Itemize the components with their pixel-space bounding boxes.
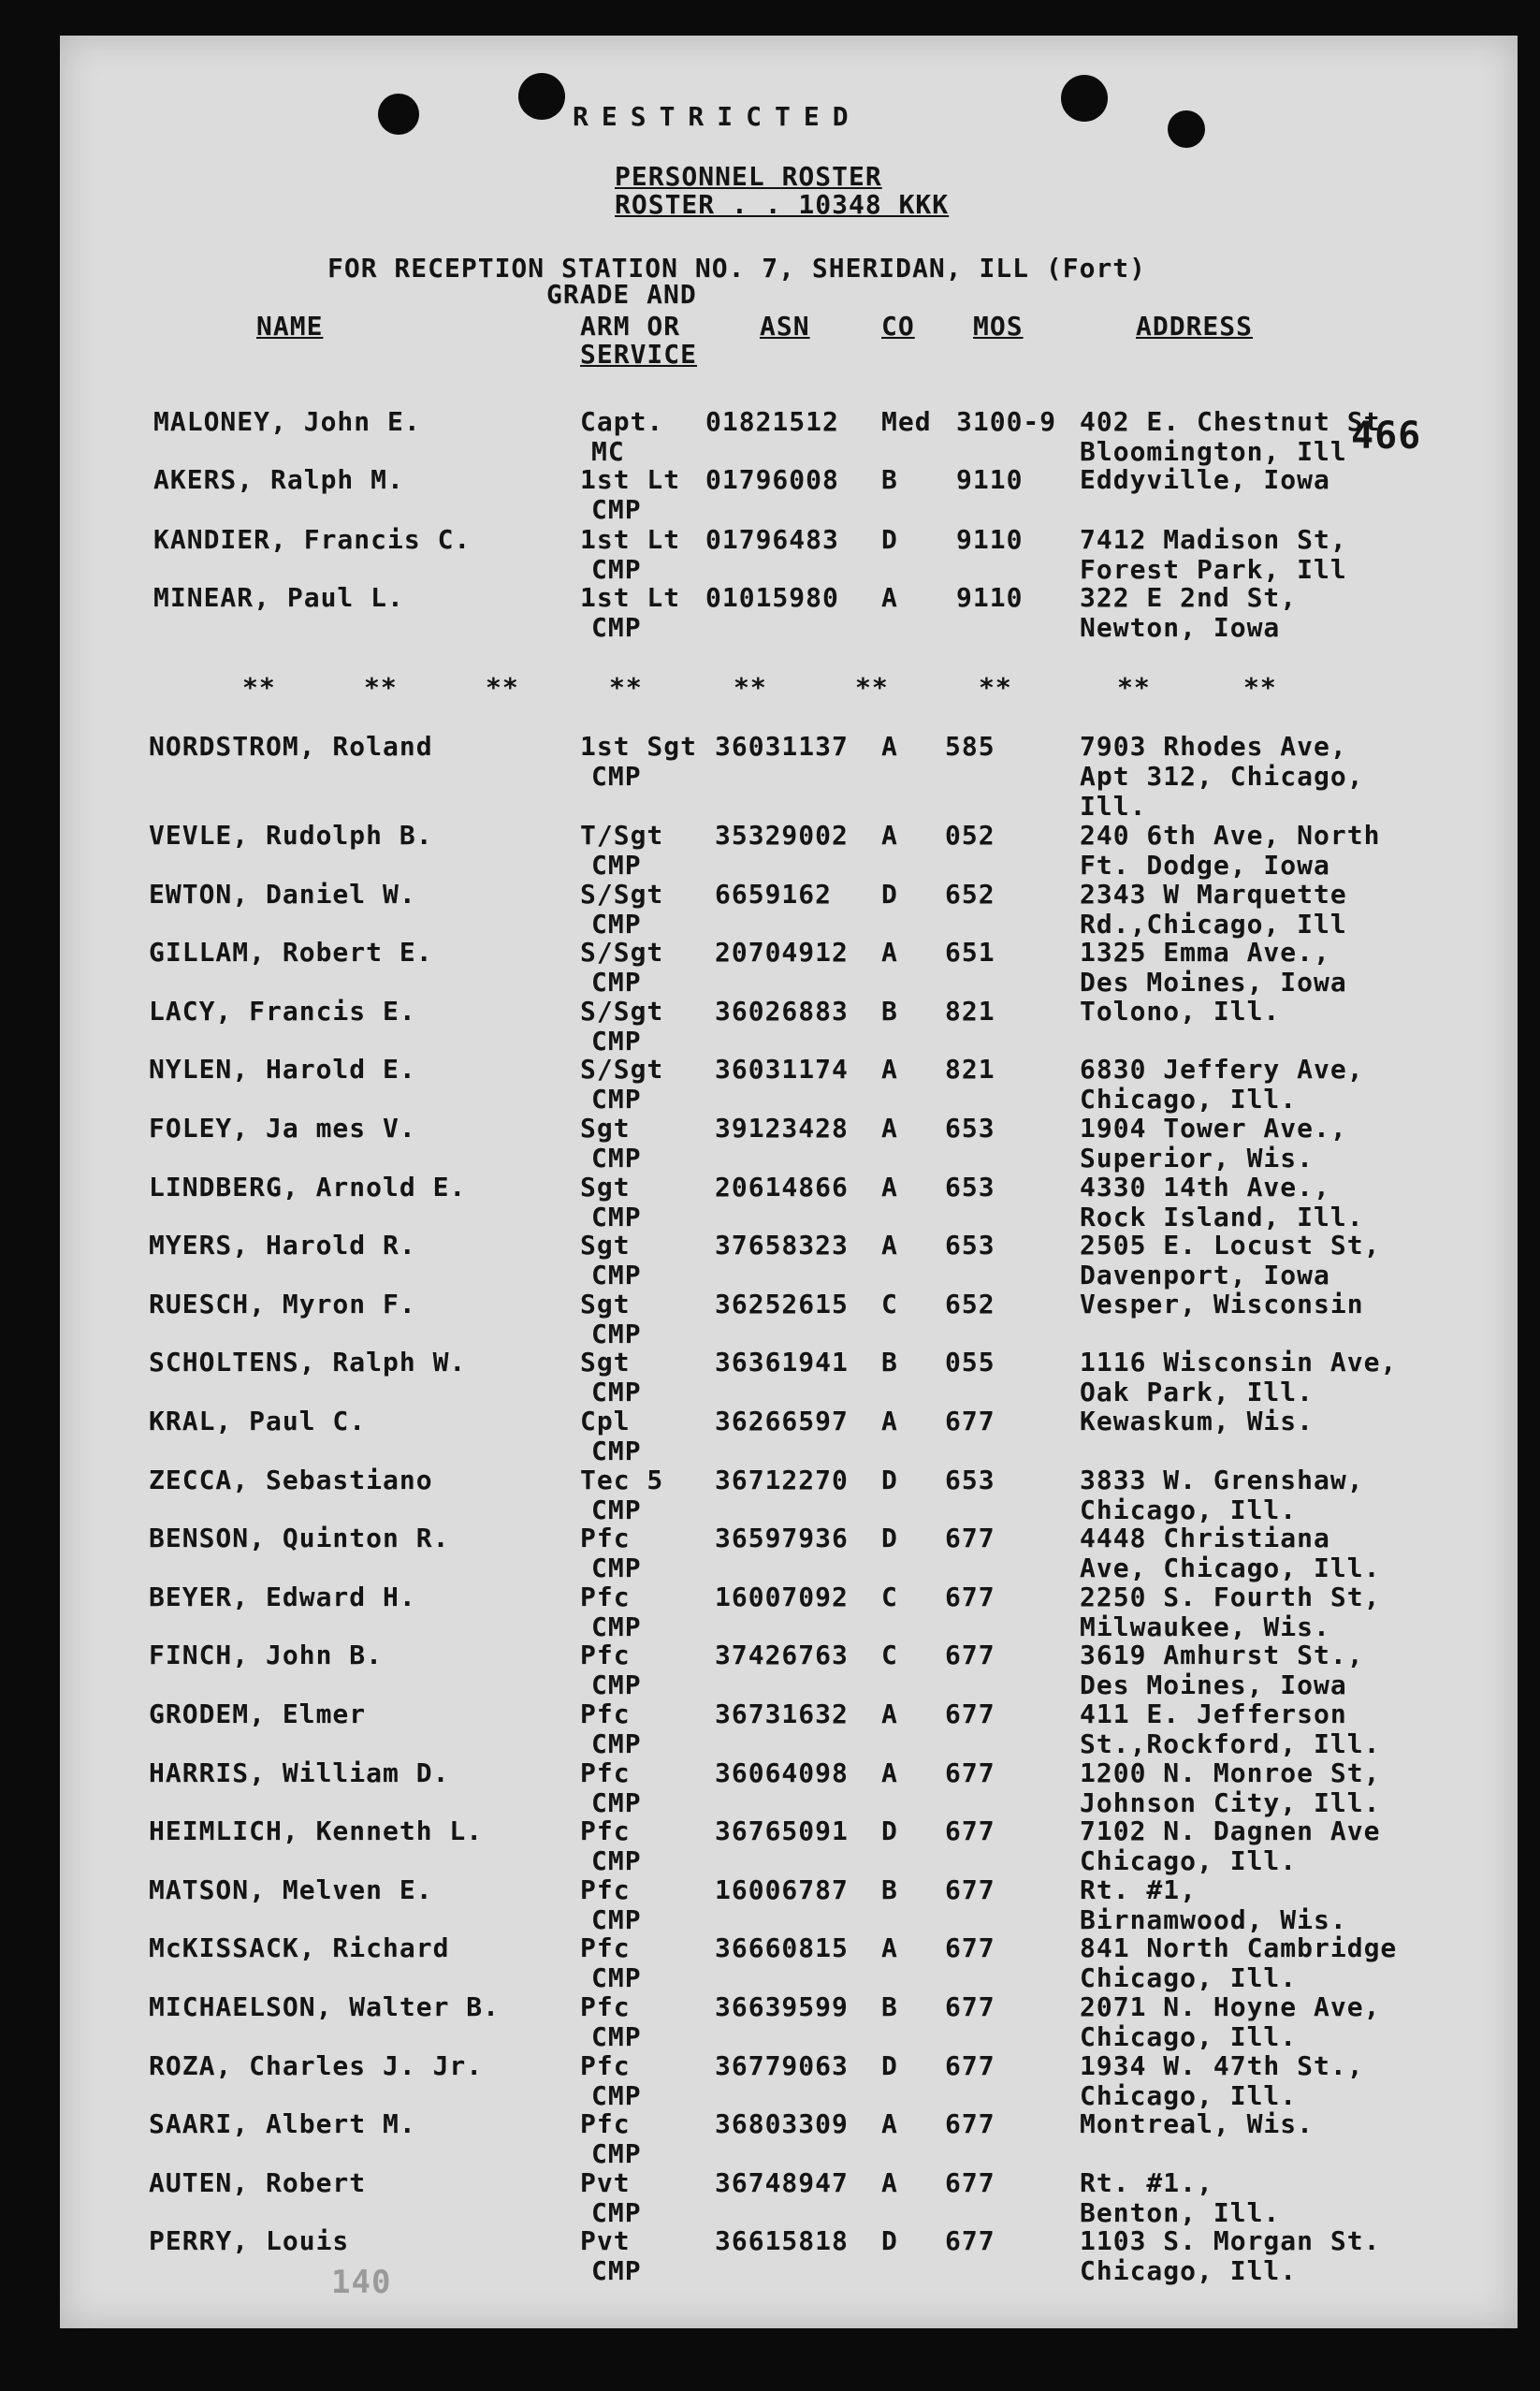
asn-cell: 36731632 bbox=[715, 1698, 849, 1729]
asn-cell: 37658323 bbox=[715, 1230, 849, 1261]
arm-cell: CMP bbox=[591, 1728, 642, 1759]
co-cell: A bbox=[881, 1230, 898, 1261]
grade-cell: Sgt bbox=[580, 1347, 631, 1378]
arm-cell: CMP bbox=[591, 1904, 642, 1935]
asn-cell: 36361941 bbox=[715, 1347, 849, 1378]
co-cell: A bbox=[881, 1113, 898, 1144]
address-line1: 1325 Emma Ave., bbox=[1080, 937, 1330, 968]
mos-cell: 055 bbox=[945, 1347, 995, 1378]
arm-cell: CMP bbox=[591, 761, 642, 792]
asn-cell: 36031137 bbox=[715, 731, 849, 762]
address-line2: Benton, Ill. bbox=[1080, 2197, 1281, 2228]
asn-cell: 20614866 bbox=[715, 1172, 849, 1203]
mos-cell: 652 bbox=[945, 1289, 995, 1319]
page-number-stamp: 466 bbox=[1351, 415, 1422, 458]
address-line1: 7412 Madison St, bbox=[1080, 524, 1347, 555]
classification-label: RESTRICTED bbox=[573, 101, 862, 132]
address-line1: Kewaskum, Wis. bbox=[1080, 1406, 1315, 1436]
arm-cell: CMP bbox=[591, 1319, 642, 1349]
arm-cell: CMP bbox=[591, 1202, 642, 1232]
punch-hole-right bbox=[1061, 75, 1108, 122]
address-line1: Rt. #1, bbox=[1080, 1874, 1198, 1905]
name-cell: FINCH, John B. bbox=[149, 1640, 384, 1670]
table-row bbox=[60, 2169, 1518, 2227]
address-line2: Milwaukee, Wis. bbox=[1080, 1611, 1330, 1642]
name-cell: GILLAM, Robert E. bbox=[149, 937, 433, 968]
name-cell: HARRIS, William D. bbox=[149, 1757, 450, 1788]
table-row bbox=[60, 466, 1518, 524]
co-cell: A bbox=[881, 1406, 898, 1436]
footer-mark: 140 bbox=[331, 2264, 392, 2301]
address-line1: Eddyville, Iowa bbox=[1080, 464, 1330, 495]
grade-cell: Sgt bbox=[580, 1172, 631, 1203]
roster-title: PERSONNEL ROSTER bbox=[615, 161, 882, 192]
mos-cell: 677 bbox=[945, 2108, 995, 2139]
address-line2: Chicago, Ill. bbox=[1080, 2080, 1298, 2111]
co-cell: D bbox=[881, 1523, 898, 1553]
table-row bbox=[60, 1407, 1518, 1465]
address-line1: Vesper, Wisconsin bbox=[1080, 1289, 1364, 1319]
grade-cell: Pfc bbox=[580, 1874, 631, 1905]
address-line1: 322 E 2nd St, bbox=[1080, 582, 1298, 613]
address-line2: Chicago, Ill. bbox=[1080, 2255, 1298, 2286]
address-line2: Oak Park, Ill. bbox=[1080, 1377, 1315, 1407]
address-line2: Chicago, Ill. bbox=[1080, 1494, 1298, 1525]
name-cell: BENSON, Quinton R. bbox=[149, 1523, 450, 1553]
mos-cell: 677 bbox=[945, 1406, 995, 1436]
arm-cell: CMP bbox=[591, 554, 642, 585]
name-cell: McKISSACK, Richard bbox=[149, 1932, 450, 1963]
mos-cell: 653 bbox=[945, 1113, 995, 1144]
address-line3: Ill. bbox=[1080, 791, 1147, 822]
arm-cell: CMP bbox=[591, 1084, 642, 1115]
asn-cell: 36615818 bbox=[715, 2225, 849, 2256]
table-row bbox=[60, 1349, 1518, 1407]
mos-cell: 677 bbox=[945, 1932, 995, 1963]
mos-cell: 677 bbox=[945, 1582, 995, 1612]
table-row bbox=[60, 2052, 1518, 2110]
arm-cell: CMP bbox=[591, 967, 642, 998]
grade-cell: Pfc bbox=[580, 1640, 631, 1670]
mos-cell: 677 bbox=[945, 2225, 995, 2256]
address-line1: Rt. #1., bbox=[1080, 2167, 1213, 2198]
asn-cell: 01821512 bbox=[705, 406, 839, 437]
co-cell: A bbox=[881, 731, 898, 762]
mos-cell: 677 bbox=[945, 2167, 995, 2198]
arm-cell: CMP bbox=[591, 494, 642, 525]
name-cell: MATSON, Melven E. bbox=[149, 1874, 433, 1905]
table-row bbox=[60, 1700, 1518, 1758]
name-cell: ZECCA, Sebastiano bbox=[149, 1465, 433, 1495]
mos-cell: 677 bbox=[945, 1991, 995, 2022]
address-line2: St.,Rockford, Ill. bbox=[1080, 1728, 1381, 1759]
arm-cell: CMP bbox=[591, 1377, 642, 1407]
mos-cell: 677 bbox=[945, 1815, 995, 1846]
address-line2: Chicago, Ill. bbox=[1080, 1845, 1298, 1876]
co-cell: Med bbox=[881, 406, 932, 437]
address-line1: 240 6th Ave, North bbox=[1080, 820, 1381, 851]
mos-cell: 677 bbox=[945, 1757, 995, 1788]
address-line1: 1904 Tower Ave., bbox=[1080, 1113, 1347, 1144]
column-header-grade-line3: SERVICE bbox=[580, 339, 698, 370]
address-line2: Bloomington, Ill bbox=[1080, 436, 1347, 467]
address-line1: 411 E. Jefferson bbox=[1080, 1698, 1347, 1729]
mos-cell: 652 bbox=[945, 879, 995, 910]
name-cell: NORDSTROM, Roland bbox=[149, 731, 433, 762]
asn-cell: 36031174 bbox=[715, 1054, 849, 1085]
mos-cell: 677 bbox=[945, 1523, 995, 1553]
arm-cell: CMP bbox=[591, 2080, 642, 2111]
address-line1: 4448 Christiana bbox=[1080, 1523, 1330, 1553]
mos-cell: 677 bbox=[945, 1698, 995, 1729]
name-cell: MYERS, Harold R. bbox=[149, 1230, 416, 1261]
co-cell: A bbox=[881, 1932, 898, 1963]
co-cell: B bbox=[881, 1347, 898, 1378]
address-line2: Rock Island, Ill. bbox=[1080, 1202, 1364, 1232]
address-line1: 1103 S. Morgan St. bbox=[1080, 2225, 1381, 2256]
table-row bbox=[60, 1641, 1518, 1699]
asn-cell: 37426763 bbox=[715, 1640, 849, 1670]
mos-cell: 3100-9 bbox=[956, 406, 1057, 437]
name-cell: RUESCH, Myron F. bbox=[149, 1289, 416, 1319]
co-cell: A bbox=[881, 1698, 898, 1729]
punch-hole-left bbox=[378, 94, 419, 135]
arm-cell: CMP bbox=[591, 1845, 642, 1876]
co-cell: B bbox=[881, 464, 898, 495]
table-row bbox=[60, 1466, 1518, 1524]
grade-cell: Tec 5 bbox=[580, 1465, 664, 1495]
asn-cell: 20704912 bbox=[715, 937, 849, 968]
arm-cell: CMP bbox=[591, 909, 642, 940]
grade-cell: S/Sgt bbox=[580, 1054, 664, 1085]
mos-cell: 651 bbox=[945, 937, 995, 968]
table-row bbox=[60, 1759, 1518, 1817]
arm-cell: CMP bbox=[591, 1669, 642, 1700]
address-line2: Birnamwood, Wis. bbox=[1080, 1904, 1347, 1935]
co-cell: A bbox=[881, 2108, 898, 2139]
asterisk-separator: ** bbox=[734, 672, 767, 703]
mos-cell: 653 bbox=[945, 1465, 995, 1495]
grade-cell: Pfc bbox=[580, 1757, 631, 1788]
column-header-asn: ASN bbox=[760, 311, 810, 342]
address-line2: Forest Park, Ill bbox=[1080, 554, 1347, 585]
asn-cell: 36748947 bbox=[715, 2167, 849, 2198]
name-cell: ROZA, Charles J. Jr. bbox=[149, 2050, 484, 2081]
table-row bbox=[60, 998, 1518, 1056]
mos-cell: 9110 bbox=[956, 464, 1024, 495]
asn-cell: 6659162 bbox=[715, 879, 833, 910]
address-line2: Ave, Chicago, Ill. bbox=[1080, 1553, 1381, 1583]
co-cell: A bbox=[881, 582, 898, 613]
address-line2: Des Moines, Iowa bbox=[1080, 1669, 1347, 1700]
address-line1: 3833 W. Grenshaw, bbox=[1080, 1465, 1364, 1495]
mos-cell: 677 bbox=[945, 1874, 995, 1905]
address-line2: Ft. Dodge, Iowa bbox=[1080, 850, 1330, 881]
grade-cell: 1st Lt bbox=[580, 464, 681, 495]
arm-cell: CMP bbox=[591, 1260, 642, 1290]
table-row bbox=[60, 1993, 1518, 2051]
co-cell: B bbox=[881, 1991, 898, 2022]
co-cell: B bbox=[881, 1874, 898, 1905]
asn-cell: 36712270 bbox=[715, 1465, 849, 1495]
grade-cell: Pfc bbox=[580, 1932, 631, 1963]
co-cell: C bbox=[881, 1640, 898, 1670]
table-row bbox=[60, 881, 1518, 939]
asn-cell: 36660815 bbox=[715, 1932, 849, 1963]
address-line1: 2505 E. Locust St, bbox=[1080, 1230, 1381, 1261]
arm-cell: CMP bbox=[591, 1553, 642, 1583]
table-row bbox=[60, 1817, 1518, 1875]
address-line1: Montreal, Wis. bbox=[1080, 2108, 1315, 2139]
address-line1: 1934 W. 47th St., bbox=[1080, 2050, 1364, 2081]
name-cell: SAARI, Albert M. bbox=[149, 2108, 416, 2139]
mos-cell: 9110 bbox=[956, 582, 1024, 613]
address-line2: Superior, Wis. bbox=[1080, 1143, 1315, 1174]
grade-cell: T/Sgt bbox=[580, 820, 664, 851]
arm-cell: CMP bbox=[591, 1611, 642, 1642]
name-cell: LACY, Francis E. bbox=[149, 996, 416, 1027]
asterisk-separator: ** bbox=[364, 672, 398, 703]
table-row bbox=[60, 939, 1518, 997]
arm-cell: CMP bbox=[591, 1494, 642, 1525]
asn-cell: 36266597 bbox=[715, 1406, 849, 1436]
asn-cell: 16006787 bbox=[715, 1874, 849, 1905]
address-line2: Apt 312, Chicago, bbox=[1080, 761, 1364, 792]
co-cell: A bbox=[881, 1757, 898, 1788]
arm-cell: CMP bbox=[591, 2255, 642, 2286]
column-header-name: NAME bbox=[256, 311, 324, 342]
grade-cell: Pfc bbox=[580, 1991, 631, 2022]
asterisk-separator: ** bbox=[1117, 672, 1151, 703]
asn-cell: 36026883 bbox=[715, 996, 849, 1027]
mos-cell: 677 bbox=[945, 2050, 995, 2081]
table-row bbox=[60, 1583, 1518, 1641]
address-line2: Chicago, Ill. bbox=[1080, 2021, 1298, 2052]
co-cell: A bbox=[881, 937, 898, 968]
mos-cell: 677 bbox=[945, 1640, 995, 1670]
asn-cell: 36639599 bbox=[715, 1991, 849, 2022]
table-row bbox=[60, 526, 1518, 584]
mos-cell: 585 bbox=[945, 731, 995, 762]
name-cell: SCHOLTENS, Ralph W. bbox=[149, 1347, 467, 1378]
co-cell: B bbox=[881, 996, 898, 1027]
address-line1: 6830 Jeffery Ave, bbox=[1080, 1054, 1364, 1085]
mos-cell: 9110 bbox=[956, 524, 1024, 555]
asn-cell: 36803309 bbox=[715, 2108, 849, 2139]
asn-cell: 36064098 bbox=[715, 1757, 849, 1788]
mos-cell: 653 bbox=[945, 1172, 995, 1203]
table-row bbox=[60, 2227, 1518, 2285]
arm-cell: CMP bbox=[591, 2021, 642, 2052]
mos-cell: 052 bbox=[945, 820, 995, 851]
asterisk-separator: ** bbox=[979, 672, 1012, 703]
arm-cell: MC bbox=[591, 436, 625, 467]
address-line2: Chicago, Ill. bbox=[1080, 1084, 1298, 1115]
mos-cell: 653 bbox=[945, 1230, 995, 1261]
address-line1: 2071 N. Hoyne Ave, bbox=[1080, 1991, 1381, 2022]
grade-cell: Pfc bbox=[580, 2108, 631, 2139]
grade-cell: Pfc bbox=[580, 2050, 631, 2081]
table-row bbox=[60, 1876, 1518, 1934]
co-cell: A bbox=[881, 2167, 898, 2198]
address-line1: 1116 Wisconsin Ave, bbox=[1080, 1347, 1398, 1378]
table-row bbox=[60, 1174, 1518, 1232]
column-header-grade-line2: ARM OR bbox=[580, 311, 681, 342]
table-row bbox=[60, 731, 1518, 822]
address-line1: Tolono, Ill. bbox=[1080, 996, 1281, 1027]
grade-cell: S/Sgt bbox=[580, 937, 664, 968]
roster-page bbox=[60, 36, 1518, 2328]
punch-hole-center bbox=[518, 73, 565, 120]
name-cell: NYLEN, Harold E. bbox=[149, 1054, 416, 1085]
mos-cell: 821 bbox=[945, 996, 995, 1027]
asn-cell: 36597936 bbox=[715, 1523, 849, 1553]
table-row bbox=[60, 1232, 1518, 1290]
arm-cell: CMP bbox=[591, 1026, 642, 1057]
grade-cell: Pfc bbox=[580, 1698, 631, 1729]
grade-cell: Pvt bbox=[580, 2225, 631, 2256]
co-cell: D bbox=[881, 524, 898, 555]
co-cell: D bbox=[881, 1465, 898, 1495]
column-header-mos: MOS bbox=[973, 311, 1024, 342]
table-row bbox=[60, 1290, 1518, 1349]
asn-cell: 01015980 bbox=[705, 582, 839, 613]
address-line1: 2250 S. Fourth St, bbox=[1080, 1582, 1381, 1612]
address-line1: 1200 N. Monroe St, bbox=[1080, 1757, 1381, 1788]
co-cell: D bbox=[881, 879, 898, 910]
grade-cell: Sgt bbox=[580, 1113, 631, 1144]
asn-cell: 35329002 bbox=[715, 820, 849, 851]
address-line1: 7903 Rhodes Ave, bbox=[1080, 731, 1347, 762]
grade-cell: Cpl bbox=[580, 1406, 631, 1436]
asn-cell: 16007092 bbox=[715, 1582, 849, 1612]
column-header-address: ADDRESS bbox=[1136, 311, 1254, 342]
arm-cell: CMP bbox=[591, 2197, 642, 2228]
co-cell: A bbox=[881, 1054, 898, 1085]
asn-cell: 36252615 bbox=[715, 1289, 849, 1319]
co-cell: D bbox=[881, 2050, 898, 2081]
asterisk-separator: ** bbox=[1243, 672, 1277, 703]
address-line2: Newton, Iowa bbox=[1080, 612, 1281, 643]
name-cell: PERRY, Louis bbox=[149, 2225, 350, 2256]
grade-cell: Pfc bbox=[580, 1815, 631, 1846]
arm-cell: CMP bbox=[591, 612, 642, 643]
grade-cell: S/Sgt bbox=[580, 879, 664, 910]
co-cell: A bbox=[881, 820, 898, 851]
name-cell: MALONEY, John E. bbox=[153, 406, 421, 437]
name-cell: VEVLE, Rudolph B. bbox=[149, 820, 433, 851]
name-cell: LINDBERG, Arnold E. bbox=[149, 1172, 467, 1203]
asterisk-separator: ** bbox=[242, 672, 276, 703]
asterisk-separator: ** bbox=[609, 672, 643, 703]
asn-cell: 01796008 bbox=[705, 464, 839, 495]
grade-cell: 1st Lt bbox=[580, 524, 681, 555]
asterisk-separator: ** bbox=[855, 672, 889, 703]
table-row bbox=[60, 1056, 1518, 1114]
asn-cell: 36779063 bbox=[715, 2050, 849, 2081]
name-cell: FOLEY, Ja mes V. bbox=[149, 1113, 416, 1144]
co-cell: A bbox=[881, 1172, 898, 1203]
asn-cell: 39123428 bbox=[715, 1113, 849, 1144]
name-cell: KRAL, Paul C. bbox=[149, 1406, 367, 1436]
name-cell: AKERS, Ralph M. bbox=[153, 464, 404, 495]
table-row bbox=[60, 1934, 1518, 1992]
address-line1: 402 E. Chestnut St bbox=[1080, 406, 1381, 437]
co-cell: C bbox=[881, 1582, 898, 1612]
co-cell: D bbox=[881, 1815, 898, 1846]
address-line1: 2343 W Marquette bbox=[1080, 879, 1347, 910]
column-header-grade-line1: GRADE AND bbox=[546, 279, 697, 310]
name-cell: MICHAELSON, Walter B. bbox=[149, 1991, 501, 2022]
name-cell: GRODEM, Elmer bbox=[149, 1698, 367, 1729]
table-row bbox=[60, 2110, 1518, 2168]
name-cell: AUTEN, Robert bbox=[149, 2167, 367, 2198]
table-row bbox=[60, 408, 1518, 466]
name-cell: EWTON, Daniel W. bbox=[149, 879, 416, 910]
table-row bbox=[60, 822, 1518, 880]
name-cell: KANDIER, Francis C. bbox=[153, 524, 472, 555]
asn-cell: 01796483 bbox=[705, 524, 839, 555]
grade-cell: S/Sgt bbox=[580, 996, 664, 1027]
address-line2: Chicago, Ill. bbox=[1080, 1962, 1298, 1993]
address-line1: 4330 14th Ave., bbox=[1080, 1172, 1330, 1203]
grade-cell: 1st Sgt bbox=[580, 731, 698, 762]
arm-cell: CMP bbox=[591, 850, 642, 881]
name-cell: MINEAR, Paul L. bbox=[153, 582, 404, 613]
grade-cell: Pfc bbox=[580, 1582, 631, 1612]
address-line1: 841 North Cambridge bbox=[1080, 1932, 1398, 1963]
address-line2: Davenport, Iowa bbox=[1080, 1260, 1330, 1290]
asterisk-separator: ** bbox=[486, 672, 519, 703]
asn-cell: 36765091 bbox=[715, 1815, 849, 1846]
arm-cell: CMP bbox=[591, 1143, 642, 1174]
address-line1: 3619 Amhurst St., bbox=[1080, 1640, 1364, 1670]
grade-cell: Capt. bbox=[580, 406, 664, 437]
punch-hole-right-lower bbox=[1168, 110, 1205, 148]
grade-cell: 1st Lt bbox=[580, 582, 681, 613]
grade-cell: Pfc bbox=[580, 1523, 631, 1553]
address-line1: 7102 N. Dagnen Ave bbox=[1080, 1815, 1381, 1846]
table-row bbox=[60, 1115, 1518, 1173]
grade-cell: Sgt bbox=[580, 1230, 631, 1261]
name-cell: HEIMLICH, Kenneth L. bbox=[149, 1815, 484, 1846]
arm-cell: CMP bbox=[591, 1787, 642, 1818]
arm-cell: CMP bbox=[591, 2138, 642, 2169]
column-header-co: CO bbox=[881, 311, 915, 342]
table-row bbox=[60, 584, 1518, 642]
mos-cell: 821 bbox=[945, 1054, 995, 1085]
co-cell: C bbox=[881, 1289, 898, 1319]
co-cell: D bbox=[881, 2225, 898, 2256]
roster-number: ROSTER . . 10348 KKK bbox=[615, 189, 950, 220]
grade-cell: Pvt bbox=[580, 2167, 631, 2198]
address-line2: Des Moines, Iowa bbox=[1080, 967, 1347, 998]
grade-cell: Sgt bbox=[580, 1289, 631, 1319]
address-line2: Rd.,Chicago, Ill bbox=[1080, 909, 1347, 940]
arm-cell: CMP bbox=[591, 1436, 642, 1466]
name-cell: BEYER, Edward H. bbox=[149, 1582, 416, 1612]
address-line2: Johnson City, Ill. bbox=[1080, 1787, 1381, 1818]
arm-cell: CMP bbox=[591, 1962, 642, 1993]
station-subtitle: FOR RECEPTION STATION NO. 7, SHERIDAN, ILL (Fort) bbox=[327, 253, 1147, 284]
table-row bbox=[60, 1524, 1518, 1582]
